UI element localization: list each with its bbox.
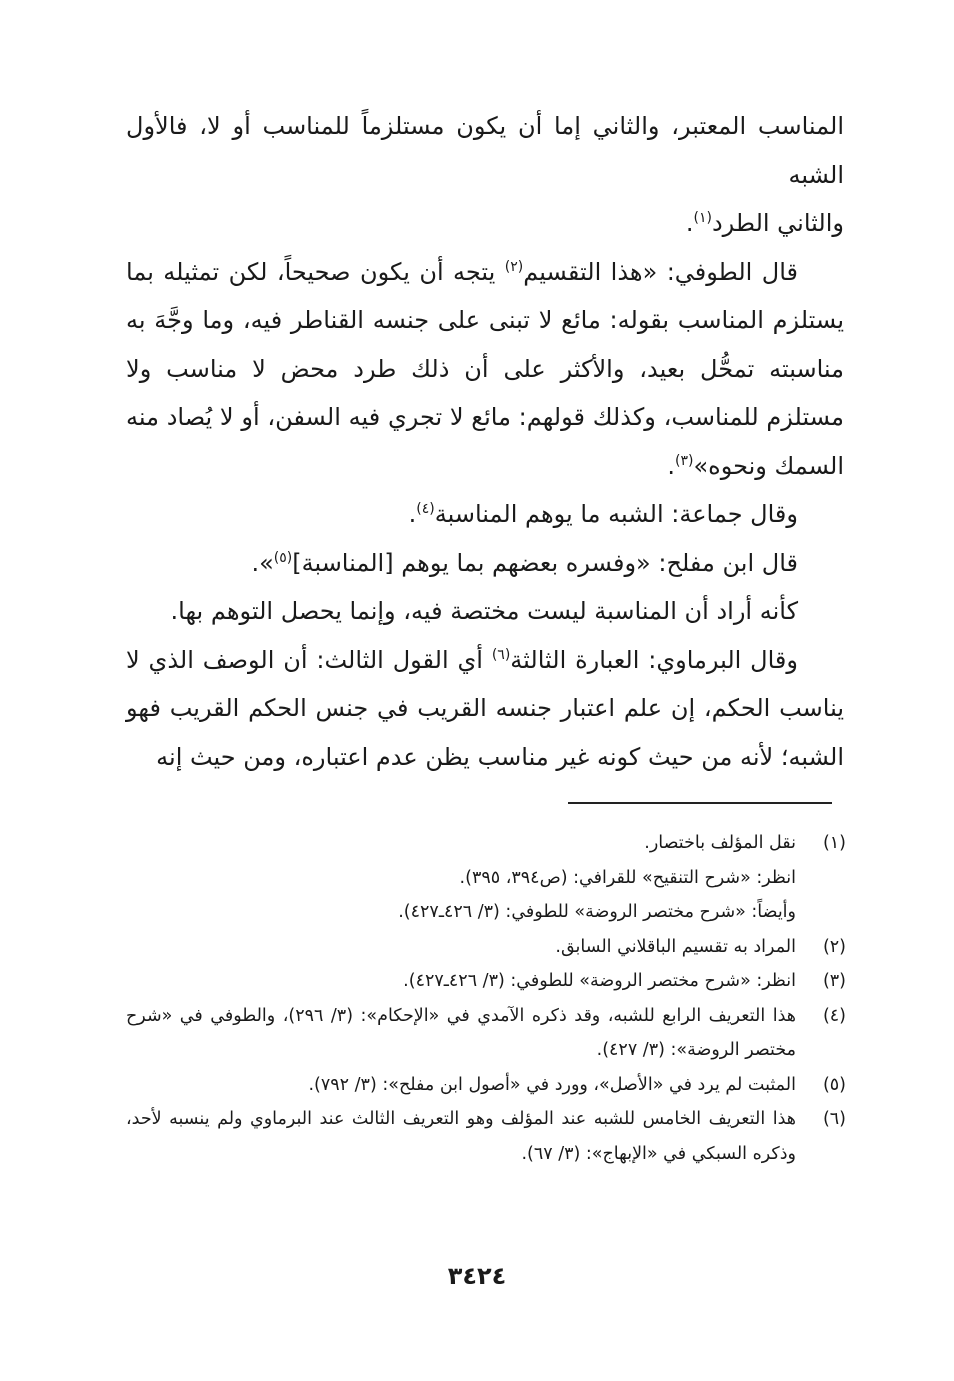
footnote-number: (١) — [822, 833, 846, 853]
footnote-6 — [126, 1102, 846, 1171]
paragraph-2 — [126, 248, 844, 491]
paragraph-6-text-b: أي القول الثالث: أن الوصف الذي لا يناسب الحكم، إن علم اعتبار جنسه القريب في جنس الحكم القريب فهو الشبه؛ لأنه من حيث كونه غير مناسب يظن عدم اعتباره، ومن حيث إنه — [126, 645, 844, 771]
page-number: ٣٤٢٤ — [447, 1262, 507, 1290]
footnote-number: (٣) — [822, 971, 846, 991]
footnotes — [126, 826, 846, 1171]
footnote-3 — [126, 964, 846, 999]
paragraph-4 — [126, 539, 844, 588]
footnote-separator — [568, 802, 832, 804]
paragraph-4-end: ». — [251, 548, 274, 577]
footnote-number: (٥) — [822, 1074, 846, 1095]
footnote-6-text: هذا التعريف الخامس للشبه عند المؤلف وهو التعريف الثالث عند البرماوي ولم ينسبه لأحد، وذكره السبكي في «الإبهاج»: (٣/ ٦٧). — [126, 1109, 796, 1164]
paragraph-5-text: كأنه أراد أن المناسبة ليست مختصة فيه، وإنما يحصل التوهم بها. — [170, 597, 798, 625]
paragraph-2-text-a: قال الطوفي: «هذا التقسيم — [523, 257, 798, 286]
footnote-4 — [126, 999, 846, 1068]
footnote-5 — [126, 1068, 846, 1103]
footnote-1-line-2: انظر: «شرح التنقيح» للقرافي: (ص٣٩٤، ٣٩٥). — [459, 867, 796, 888]
footnote-ref-1: (١) — [693, 210, 712, 226]
paragraph-3 — [126, 490, 844, 539]
paragraph-1-line-1: المناسب المعتبر، والثاني إما أن يكون مستلزماً للمناسب أو لا، فالأول الشبه — [126, 112, 844, 189]
paragraph-2-text-b: يتجه أن يكون صحيحاً، لكن تمثيله بما يستلزم المناسب بقوله: مائع لا تبنى على جنسه القناطر فيه، وما وجَّهَ به مناسبته تمحُّل بعيد، والأكثر على أن ذلك طرد محض لا مناسب ولا مستلزم للمناسب، وكذلك قولهم: مائع لا تجري فيه السفن، أو لا يُصاد منه السمك ونحوه» — [126, 257, 844, 480]
footnote-ref-4: (٤) — [416, 501, 435, 517]
paragraph-1-line-2: والثاني الطرد — [711, 209, 844, 237]
paragraph-6 — [126, 636, 844, 782]
footnote-number: (٢) — [822, 936, 846, 957]
paragraph-2-end: . — [667, 451, 675, 480]
footnote-number: (٤) — [822, 1005, 846, 1026]
footnote-2 — [126, 930, 846, 965]
main-text — [126, 102, 844, 781]
paragraph-3-end: . — [408, 500, 417, 528]
footnote-1-line-1: نقل المؤلف باختصار. — [644, 833, 796, 853]
paragraph-6-text-a: وقال البرماوي: العبارة الثالثة — [510, 645, 798, 674]
paragraph-3-text: وقال جماعة: الشبه ما يوهم المناسبة — [434, 500, 798, 528]
footnote-5-text: المثبت لم يرد في «الأصل»، وورد في «أصول ابن مفلح»: (٣/ ٧٩٢). — [308, 1074, 796, 1095]
footnote-ref-5: (٥) — [273, 549, 293, 566]
footnote-3-text: انظر: «شرح مختصر الروضة» للطوفي: (٣/ ٤٢٦ـ٤٢٧). — [403, 971, 796, 991]
footnote-ref-2: (٢) — [504, 258, 524, 275]
footnote-1 — [126, 826, 846, 930]
footnote-4-text: هذا التعريف الرابع للشبه، وقد ذكره الآمدي في «الإحكام»: (٣/ ٢٩٦)، والطوفي في «شرح مختصر الروضة»: (٣/ ٤٢٧). — [126, 1005, 796, 1060]
paragraph-1 — [126, 102, 844, 248]
paragraph-4-text: قال ابن مفلح: «وفسره بعضهم بما يوهم [المناسبة] — [292, 548, 798, 577]
footnote-2-text: المراد به تقسيم الباقلاني السابق. — [555, 936, 796, 957]
footnote-ref-6: (٦) — [491, 646, 511, 663]
footnote-number: (٦) — [822, 1109, 846, 1129]
footnote-ref-3: (٣) — [674, 452, 694, 469]
paragraph-1-end: . — [685, 209, 694, 237]
footnote-1-line-3: وأيضاً: «شرح مختصر الروضة» للطوفي: (٣/ ٤٢٦ـ٤٢٧). — [398, 902, 796, 922]
paragraph-5 — [126, 587, 844, 636]
